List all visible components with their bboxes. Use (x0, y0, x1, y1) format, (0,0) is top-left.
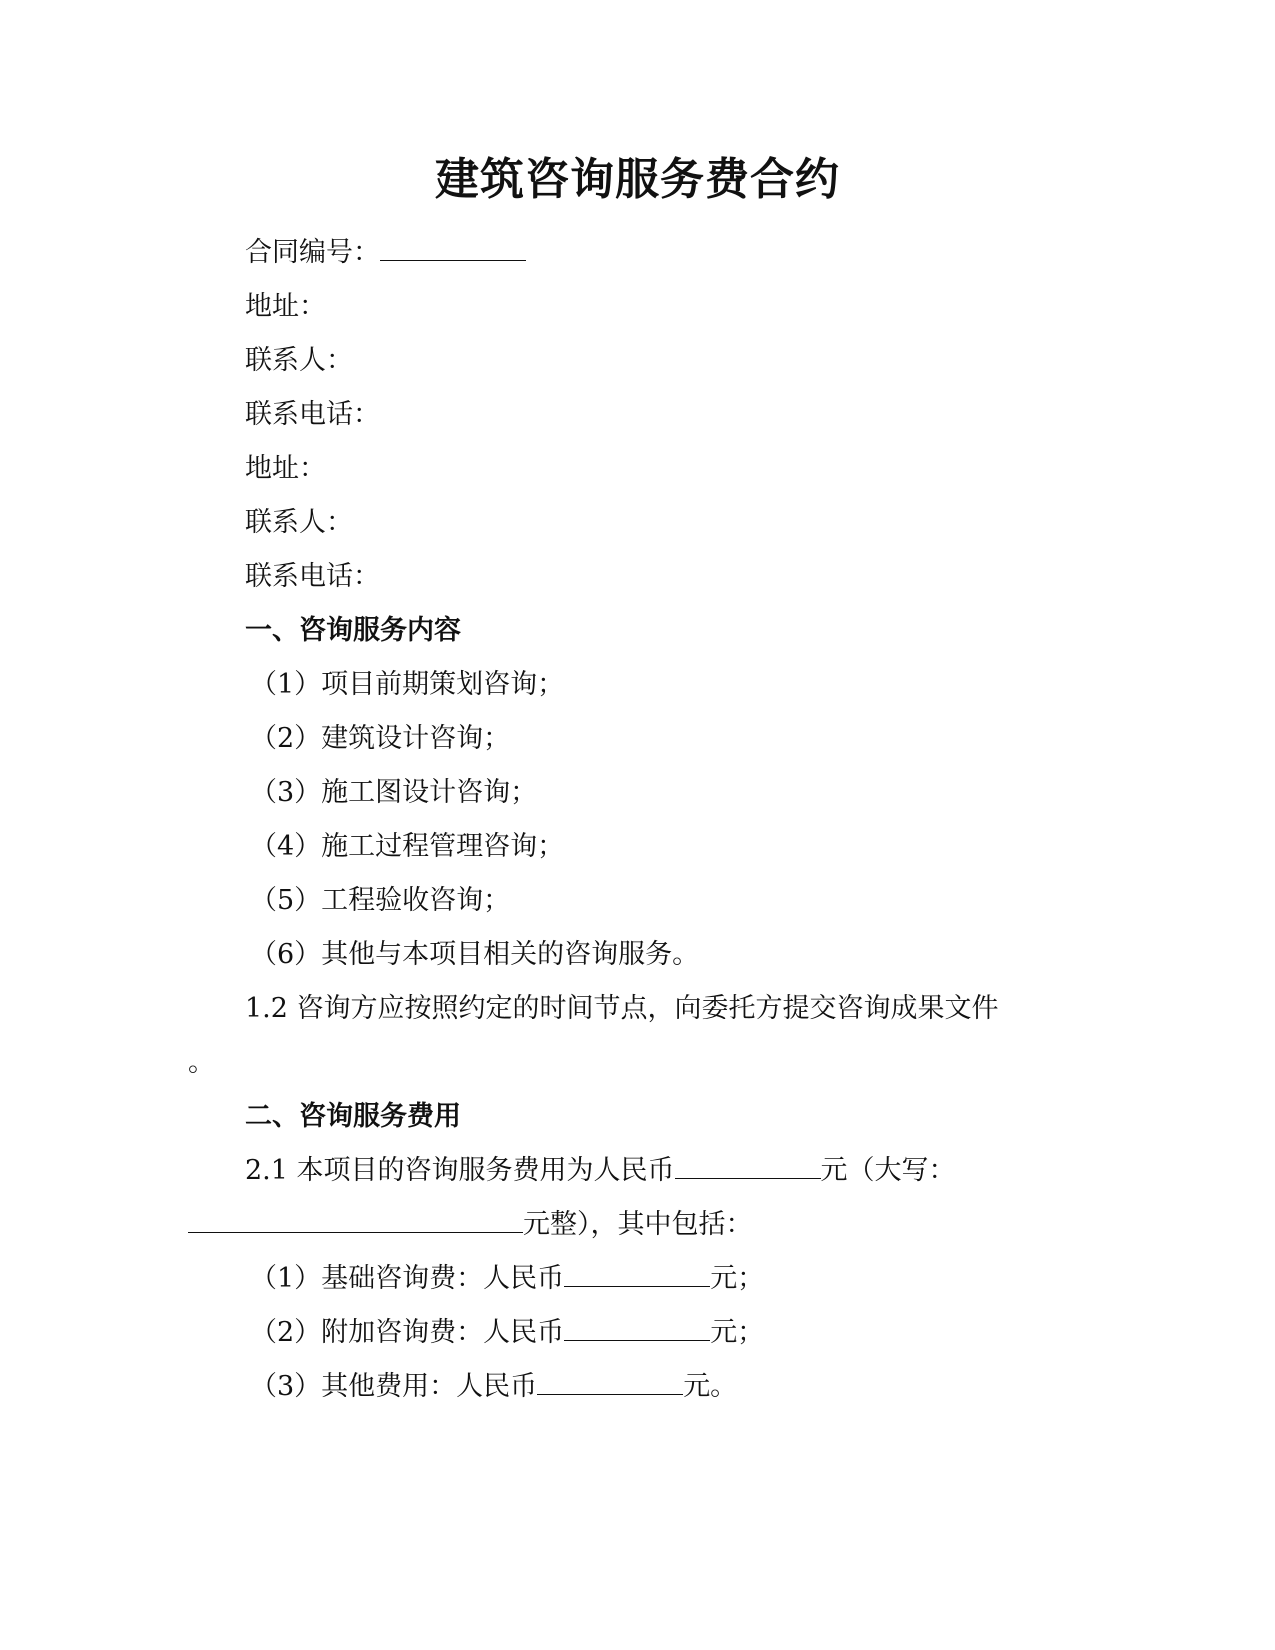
phone-line-1: 联系电话： (245, 399, 380, 430)
fee-item-label: （1）基础咨询费：人民币 (250, 1263, 565, 1294)
contact-line-2: 联系人： (245, 507, 353, 538)
service-item: （2）建筑设计咨询； (250, 723, 511, 754)
service-item: （1）项目前期策划咨询； (250, 669, 565, 700)
service-item: （5）工程验收咨询； (250, 885, 511, 916)
fee-item-suffix: 元。 (683, 1371, 738, 1402)
clause-2-1-line-2 (188, 1205, 753, 1245)
fee-item-blank (564, 1260, 710, 1287)
fee-item (250, 1259, 764, 1299)
contact-line-1: 联系人： (245, 345, 353, 376)
fee-item-blank (537, 1368, 683, 1395)
clause-1-2: 1.2 咨询方应按照约定的时间节点，向委托方提交咨询成果文件 (245, 993, 999, 1024)
fee-item-label: （3）其他费用：人民币 (250, 1371, 538, 1402)
service-item: （3）施工图设计咨询； (250, 777, 538, 808)
clause-1-2-end: 。 (188, 1047, 215, 1078)
service-item: （4）施工过程管理咨询； (250, 831, 565, 862)
fee-item-suffix: 元； (710, 1317, 765, 1348)
address-line-1: 地址： (245, 291, 326, 322)
phone-line-2: 联系电话： (245, 561, 380, 592)
contract-number-blank (380, 234, 526, 261)
document-title: 建筑咨询服务费合约 (435, 154, 840, 205)
service-item: （6）其他与本项目相关的咨询服务。 (250, 939, 700, 970)
contract-number-label: 合同编号： (245, 237, 380, 268)
section-1-heading: 一、咨询服务内容 (245, 615, 461, 646)
fee-item-label: （2）附加咨询费：人民币 (250, 1317, 565, 1348)
fee-item-suffix: 元； (710, 1263, 765, 1294)
address-line-2: 地址： (245, 453, 326, 484)
clause-2-1-text: 2.1 本项目的咨询服务费用为人民币 (245, 1155, 675, 1186)
section-2-heading: 二、咨询服务费用 (245, 1101, 461, 1132)
fee-capital-blank (188, 1206, 523, 1233)
clause-2-1-capital-label: 元（大写： (820, 1155, 956, 1186)
fee-item (250, 1367, 737, 1407)
clause-2-1-continuation: 元整），其中包括： (523, 1209, 753, 1240)
fee-amount-blank (675, 1152, 821, 1179)
contract-number-line (245, 233, 526, 273)
clause-2-1-line-1 (245, 1151, 956, 1191)
fee-item-blank (564, 1314, 710, 1341)
fee-item (250, 1313, 764, 1353)
